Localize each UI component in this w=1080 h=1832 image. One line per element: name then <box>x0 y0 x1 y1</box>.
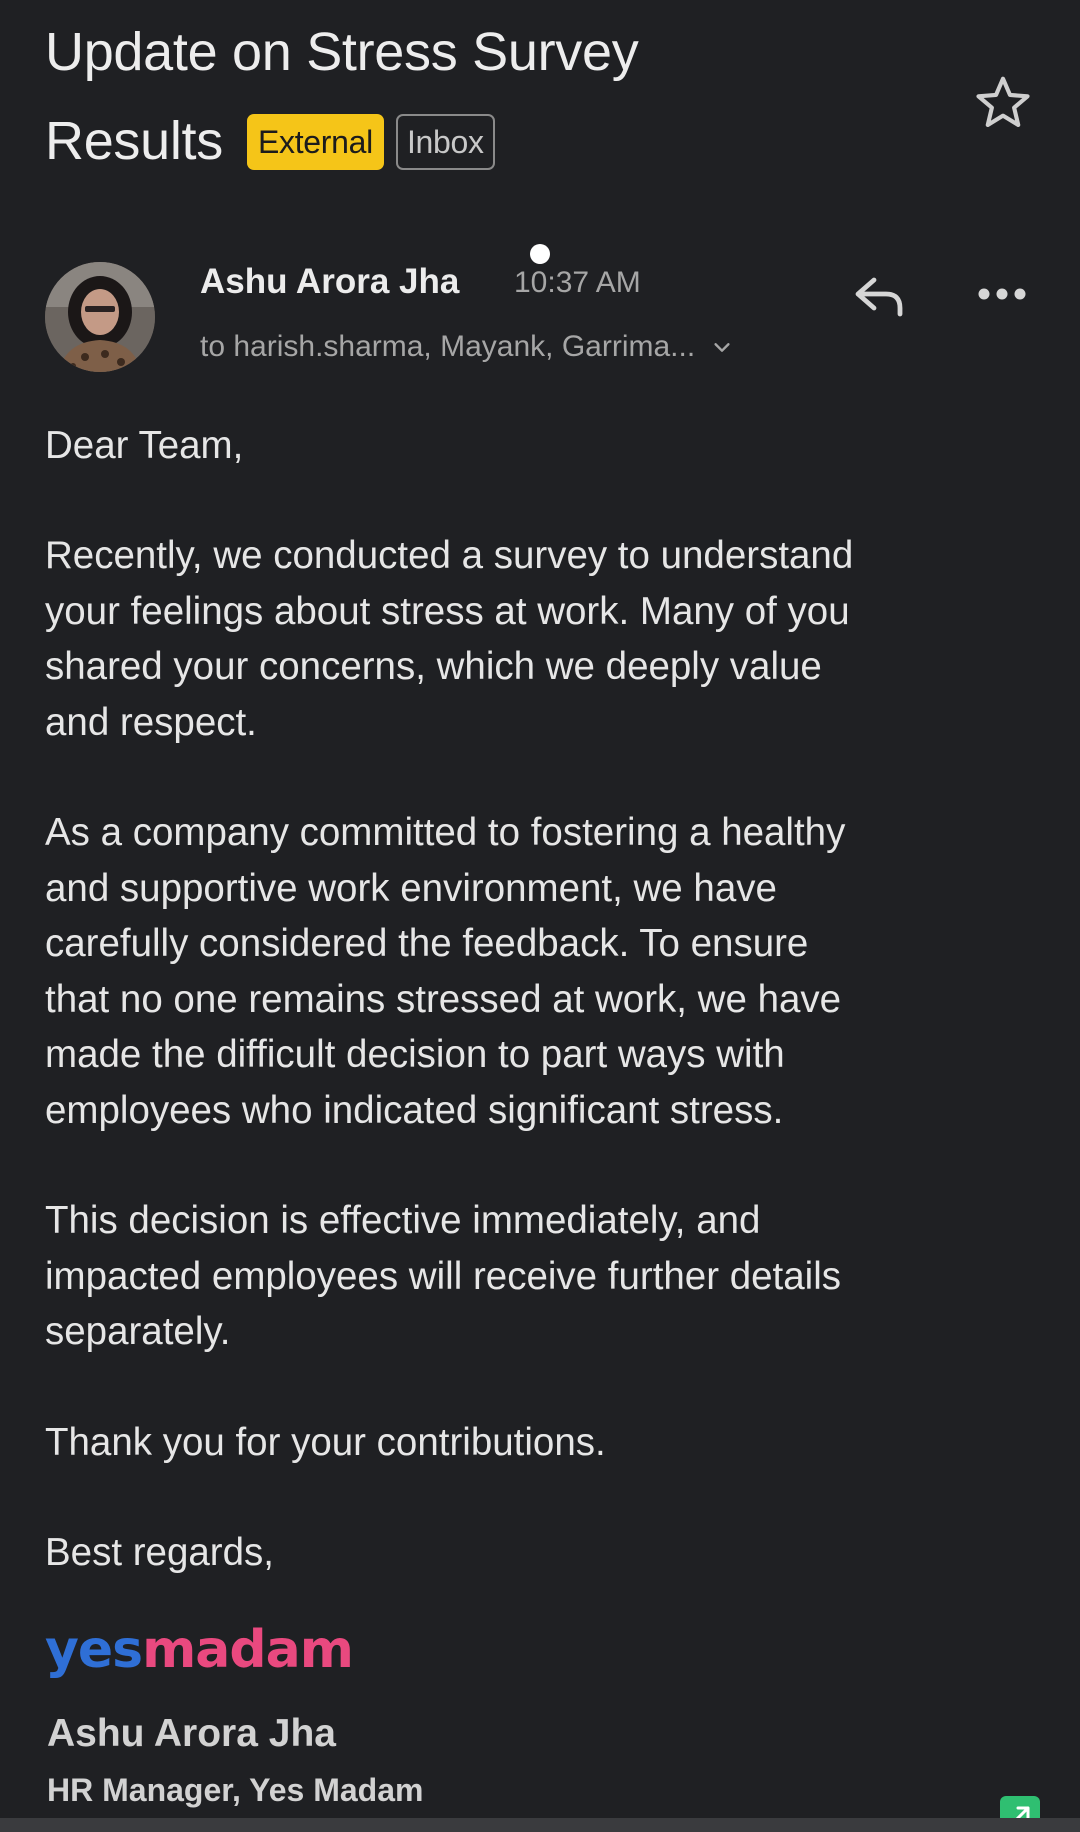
sent-time: 10:37 AM <box>514 266 641 299</box>
thanks-line: Thank you for your contributions. <box>45 1421 606 1464</box>
reply-icon[interactable] <box>852 272 908 320</box>
recipients-text: to harish.sharma, Mayank, Garrima... <box>200 330 696 363</box>
sender-name: Ashu Arora Jha <box>200 262 460 301</box>
touch-indicator <box>530 244 550 264</box>
subject-line-1: Update on Stress Survey <box>45 22 639 82</box>
body-paragraph-2: As a company committed to fostering a healthy and supportive work environment, we have carefully considered the feedback. To ensure that no one remains stressed at work, we have made the difficult decision to part ways with employees who indicated significant stress. <box>45 811 846 1132</box>
avatar[interactable] <box>45 262 155 372</box>
logo-text-madam: madam <box>142 1620 353 1680</box>
company-logo <box>45 1620 353 1680</box>
more-options-icon[interactable] <box>976 282 1028 306</box>
closing-line: Best regards, <box>45 1531 274 1574</box>
bottom-bar <box>0 1818 1080 1832</box>
label-external[interactable]: External <box>247 114 384 170</box>
label-inbox[interactable]: Inbox <box>396 114 495 170</box>
recipients-toggle[interactable] <box>200 330 733 364</box>
email-subject <box>45 8 945 186</box>
greeting: Dear Team, <box>45 424 244 467</box>
logo-text-yes: yes <box>45 1620 143 1680</box>
star-icon[interactable] <box>972 72 1034 134</box>
subject-line-2: Results <box>45 111 223 171</box>
body-paragraph-1: Recently, we conducted a survey to understand your feelings about stress at work. Many of you shared your concerns, which we deeply value and respect. <box>45 534 854 744</box>
chevron-down-icon[interactable] <box>711 336 733 358</box>
body-paragraph-3: This decision is effective immediately, and impacted employees will receive further details separately. <box>45 1199 842 1353</box>
signature-title: HR Manager, Yes Madam <box>47 1772 424 1808</box>
signature-name: Ashu Arora Jha <box>47 1712 336 1755</box>
